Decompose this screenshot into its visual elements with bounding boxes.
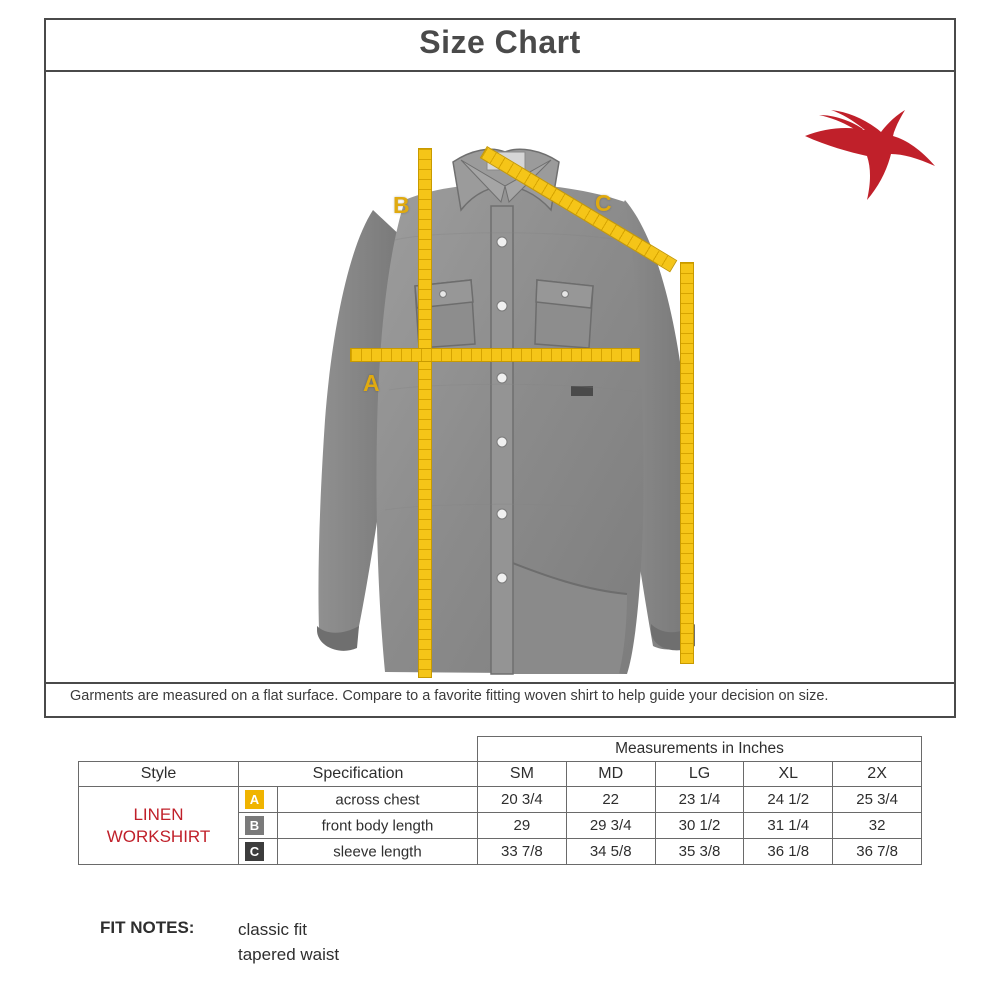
value-a-lg: 23 1/4 [655,787,744,813]
header-size-sm: SM [478,762,567,787]
value-b-sm: 29 [478,813,567,839]
spacer-cell-style [79,737,239,762]
tape-a-label: A [363,370,380,396]
table-row [79,787,922,813]
tape-b-front-body-length [418,148,432,678]
header-size-lg: LG [655,762,744,787]
header-size-md: MD [566,762,655,787]
table-group-header-row [79,737,922,762]
value-c-md: 34 5/8 [566,839,655,865]
tape-c-sleeve-arm [680,262,694,664]
value-b-lg: 30 1/2 [655,813,744,839]
value-c-xl: 36 1/8 [744,839,833,865]
header-specification: Specification [239,762,478,787]
table-header-row [79,762,922,787]
value-a-md: 22 [566,787,655,813]
value-a-xl: 24 1/2 [744,787,833,813]
size-table [78,736,922,865]
tape-a-across-chest [350,348,640,362]
letter-badge-b: B [245,816,264,835]
spec-text-b: front body length [321,817,434,835]
title-divider [44,70,956,72]
row-letter-b [239,813,278,839]
value-c-lg: 35 3/8 [655,839,744,865]
header-size-2x: 2X [833,762,922,787]
note-divider [44,682,956,684]
tape-c-label: C [595,190,612,216]
spec-label-a [278,787,478,813]
row-letter-c [239,839,278,865]
spec-label-b [278,813,478,839]
spacer-cell-spec [239,737,278,762]
header-style: Style [79,762,239,787]
value-b-md: 29 3/4 [566,813,655,839]
value-a-2x: 25 3/4 [833,787,922,813]
tape-b-label: B [393,192,410,218]
fit-note-line1: classic fit [238,920,307,939]
style-name-line2: WORKSHIRT [106,826,211,846]
value-c-sm: 33 7/8 [478,839,567,865]
shirt-illustration [255,90,775,680]
header-size-xl: XL [744,762,833,787]
spec-label-c [278,839,478,865]
fit-note-line2: tapered waist [238,944,340,964]
style-name [79,787,239,865]
fit-notes-label: FIT NOTES: [100,918,195,937]
value-c-2x: 36 7/8 [833,839,922,865]
page-title: Size Chart [419,24,581,60]
style-name-line1: LINEN [133,805,184,825]
fit-notes-values [238,918,339,967]
letter-badge-c: C [245,842,264,861]
spec-text-c: sleeve length [333,843,422,861]
spec-text-a: across chest [335,791,420,809]
measurements-units-header: Measurements in Inches [478,737,922,762]
value-b-xl: 31 1/4 [744,813,833,839]
swallow-bird-icon [795,88,945,208]
value-b-2x: 32 [833,813,922,839]
value-a-sm: 20 3/4 [478,787,567,813]
measuring-note: Garments are measured on a flat surface. Compare to a favorite fitting woven shirt to help guide your decision on size. [70,688,829,704]
spacer-cell-letter [278,737,478,762]
letter-badge-a: A [245,790,264,809]
row-letter-a [239,787,278,813]
